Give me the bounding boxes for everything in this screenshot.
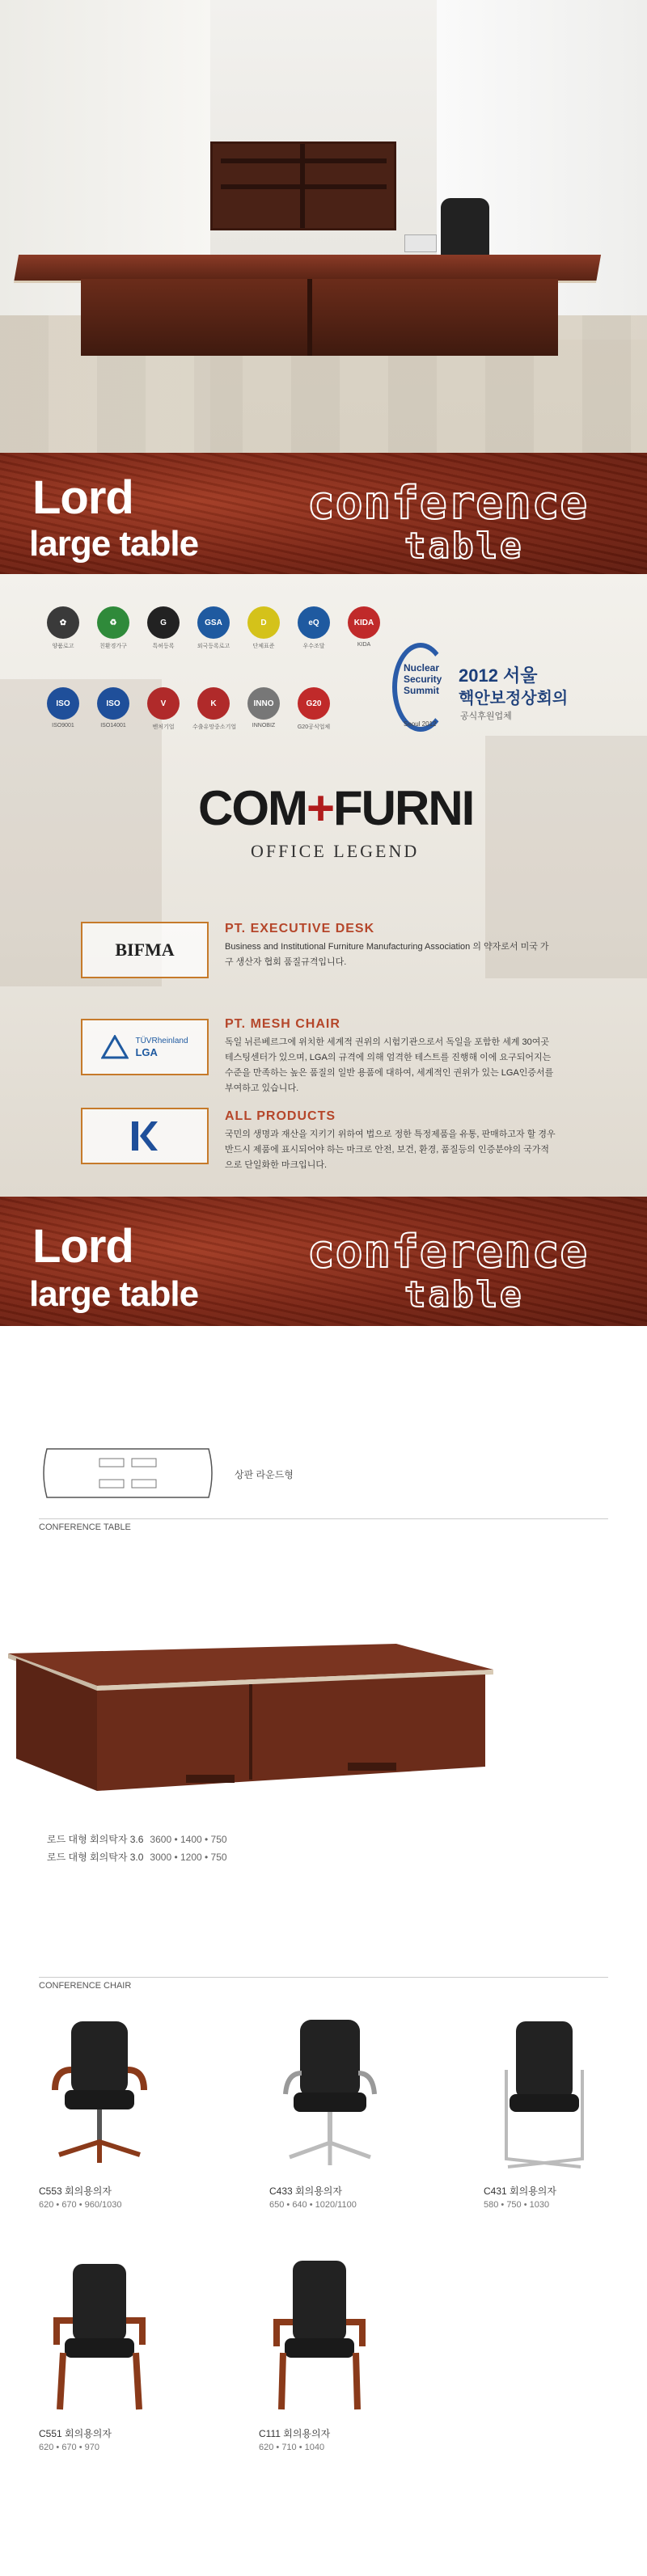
cert-title-all-products: ALL PRODUCTS (225, 1109, 336, 1123)
title-banner-bottom (0, 1197, 647, 1326)
chair-code: C433 (269, 2185, 293, 2197)
brand-tagline: OFFICE LEGEND (251, 841, 420, 861)
cert-logo (142, 606, 184, 650)
cert-logo-icon: G (147, 606, 180, 639)
bifma-logo-icon: BIFMA (115, 940, 175, 960)
section-label-table: CONFERENCE TABLE (39, 1522, 131, 1532)
cert-logo (343, 606, 385, 650)
title-banner-top (0, 453, 647, 574)
banner-outline-line1: conference (307, 477, 589, 530)
cert-logo (192, 606, 235, 650)
cert-logo-icon: ♻ (97, 606, 129, 639)
chair-code: C111 (259, 2428, 281, 2439)
cert-logo-icon: V (147, 687, 180, 720)
chair-code: C553 (39, 2185, 62, 2197)
chair-dims: 620 • 670 • 970 (39, 2443, 99, 2452)
chair-c551-image (39, 2256, 160, 2418)
banner-outline-line2: table (404, 526, 524, 567)
cert-logo (142, 687, 184, 731)
hero-laptop (404, 234, 437, 252)
cert-logo-icon: ISO (47, 687, 79, 720)
hero-cabinet (210, 141, 396, 230)
hero-photo (0, 0, 647, 453)
chair-c431-image (484, 2013, 605, 2175)
chair-c551: C551 회의용의자 620 • 670 • 970 (39, 2256, 184, 2452)
cert-logo-icon: eQ (298, 606, 330, 639)
comfurni-logo: COM+FURNI (198, 781, 474, 835)
chair-dims: 650 • 640 • 1020/1100 (269, 2200, 357, 2210)
banner-title-line1: Lord (32, 471, 133, 524)
divider (39, 1518, 608, 1519)
banner-title-line2: large table (29, 524, 199, 564)
banner-outline-line2: table (404, 1274, 524, 1315)
cert-logo (92, 687, 134, 731)
chair-c431: C431 회의용의자 580 • 750 • 1030 (484, 2013, 629, 2210)
cert-logo-icon: ISO (97, 687, 129, 720)
cert-logo-caption: INNOBIZ (252, 723, 276, 728)
cert-logo-caption: ISO9001 (52, 723, 74, 728)
banner-outline-line1: conference (307, 1226, 589, 1278)
chair-code: C431 (484, 2185, 507, 2197)
hero-table-body (81, 279, 558, 356)
certification-section (0, 574, 647, 1197)
chair-c553-image (39, 2013, 160, 2175)
cert-logo (192, 687, 235, 731)
cert-logo (42, 687, 84, 731)
table-plan-diagram (39, 1447, 217, 1499)
summit-note: 공식후원업체 (460, 712, 512, 721)
chair-c433-image (269, 2013, 391, 2175)
cert-logo-caption: 벤처기업 (152, 724, 175, 730)
cert-logo-caption: G20공식업체 (297, 724, 331, 730)
cert-logo-caption: 특허등록 (152, 644, 175, 649)
cert-logo-icon: K (197, 687, 230, 720)
summit-subtitle: 핵안보정상회의 (459, 690, 569, 707)
bifma-badge (81, 922, 209, 978)
cert-logo-caption: 친환경가구 (99, 644, 127, 649)
banner-title-line1: Lord (32, 1220, 133, 1273)
cert-logos-row2 (42, 687, 343, 731)
chair-code: C551 (39, 2428, 62, 2439)
cert-logo-caption: 외국등록로고 (197, 644, 230, 649)
cert-logo (243, 606, 285, 650)
cert-logo-caption: 수출유망중소기업 (192, 724, 237, 730)
cert-logos-row1 (42, 606, 393, 650)
cert-logo-icon: GSA (197, 606, 230, 639)
chair-c553: C553 회의용의자 620 • 670 • 960/1030 (39, 2013, 184, 2210)
cert-title-executive-desk: PT. EXECUTIVE DESK (225, 922, 375, 935)
kc-mark-icon (127, 1118, 163, 1154)
cert-logo-caption: 단체표준 (252, 644, 275, 649)
conference-table-image (8, 1637, 493, 1791)
nuclear-summit-badge (392, 643, 578, 732)
table-spec-1: 로드 대형 회의탁자 3.6 3600 • 1400 • 750 (47, 1834, 227, 1845)
cert-logo-icon: KIDA (348, 606, 380, 639)
cert-logo-icon: ✿ (47, 606, 79, 639)
summit-ring-text: Nuclear Security Summit (404, 662, 442, 696)
chair-c111-image (259, 2256, 380, 2418)
cert-desc-all-products: 국민의 생명과 재산을 지키기 위하여 법으로 정한 특정제품을 유통, 판매하고자 할 경우 반드시 제품에 표시되어야 하는 마크로 안전, 보건, 환경, 품질등의 인증분야의 국가적으로 단일화한 마크입니다. (225, 1130, 556, 1170)
chair-dims: 580 • 750 • 1030 (484, 2200, 550, 2210)
cert-logo-caption: 우수조달 (302, 644, 325, 649)
cert-logo (92, 606, 134, 650)
tuv-triangle-icon (101, 1035, 129, 1059)
chair-dims: 620 • 710 • 1040 (259, 2443, 325, 2452)
cert-logo (293, 606, 335, 650)
summit-title: 2012 서울 (459, 665, 538, 686)
cert-logo (293, 687, 335, 731)
chair-dims: 620 • 670 • 960/1030 (39, 2200, 122, 2210)
cert-title-mesh-chair: PT. MESH CHAIR (225, 1017, 340, 1031)
cert-logo (243, 687, 285, 731)
plan-label: 상판 라운드형 (235, 1469, 294, 1480)
chair-c111: C111 회의용의자 620 • 710 • 1040 (259, 2256, 404, 2452)
hero-chair (441, 198, 489, 259)
cert-logo-caption: 양품로고 (52, 644, 74, 649)
plus-icon: + (306, 781, 334, 835)
table-spec-2: 로드 대형 회의탁자 3.0 3000 • 1200 • 750 (47, 1852, 227, 1863)
kc-badge (81, 1108, 209, 1164)
chair-c433: C433 회의용의자 650 • 640 • 1020/1100 (269, 2013, 415, 2210)
divider (39, 1977, 608, 1978)
banner-title-line2: large table (29, 1274, 199, 1314)
cert-desc-mesh-chair: 독일 뉘른베르그에 위치한 세계적 권위의 시험기관으로서 독일을 포함한 세계 30여곳 테스팅센터가 있으며, LGA의 규격에 의해 엄격한 테스트를 진행해 이에 요구되어지는 수준을 만족하는 높은 품질의 일반 용품에 대하여, 세계적인 권위가 있는 LGA인증서를 부여하고 있습니다. (225, 1037, 554, 1093)
cert-logo-caption: KIDA (357, 642, 371, 648)
cert-logo-icon: G20 (298, 687, 330, 720)
tuv-badge: TÜVRheinland LGA (81, 1019, 209, 1075)
cert-logo-caption: ISO14001 (100, 723, 126, 728)
cert-logo (42, 606, 84, 650)
summit-ring-sub: Seoul 2012 (404, 720, 437, 728)
section-label-chair: CONFERENCE CHAIR (39, 1981, 132, 1991)
cert-logo-icon: INNO (247, 687, 280, 720)
cert-logo-icon: D (247, 606, 280, 639)
cert-desc-executive-desk: Business and Institutional Furniture Manufacturing Association 의 약자로서 미국 가구 생산자 협회 품질규격입니다. (225, 942, 549, 967)
